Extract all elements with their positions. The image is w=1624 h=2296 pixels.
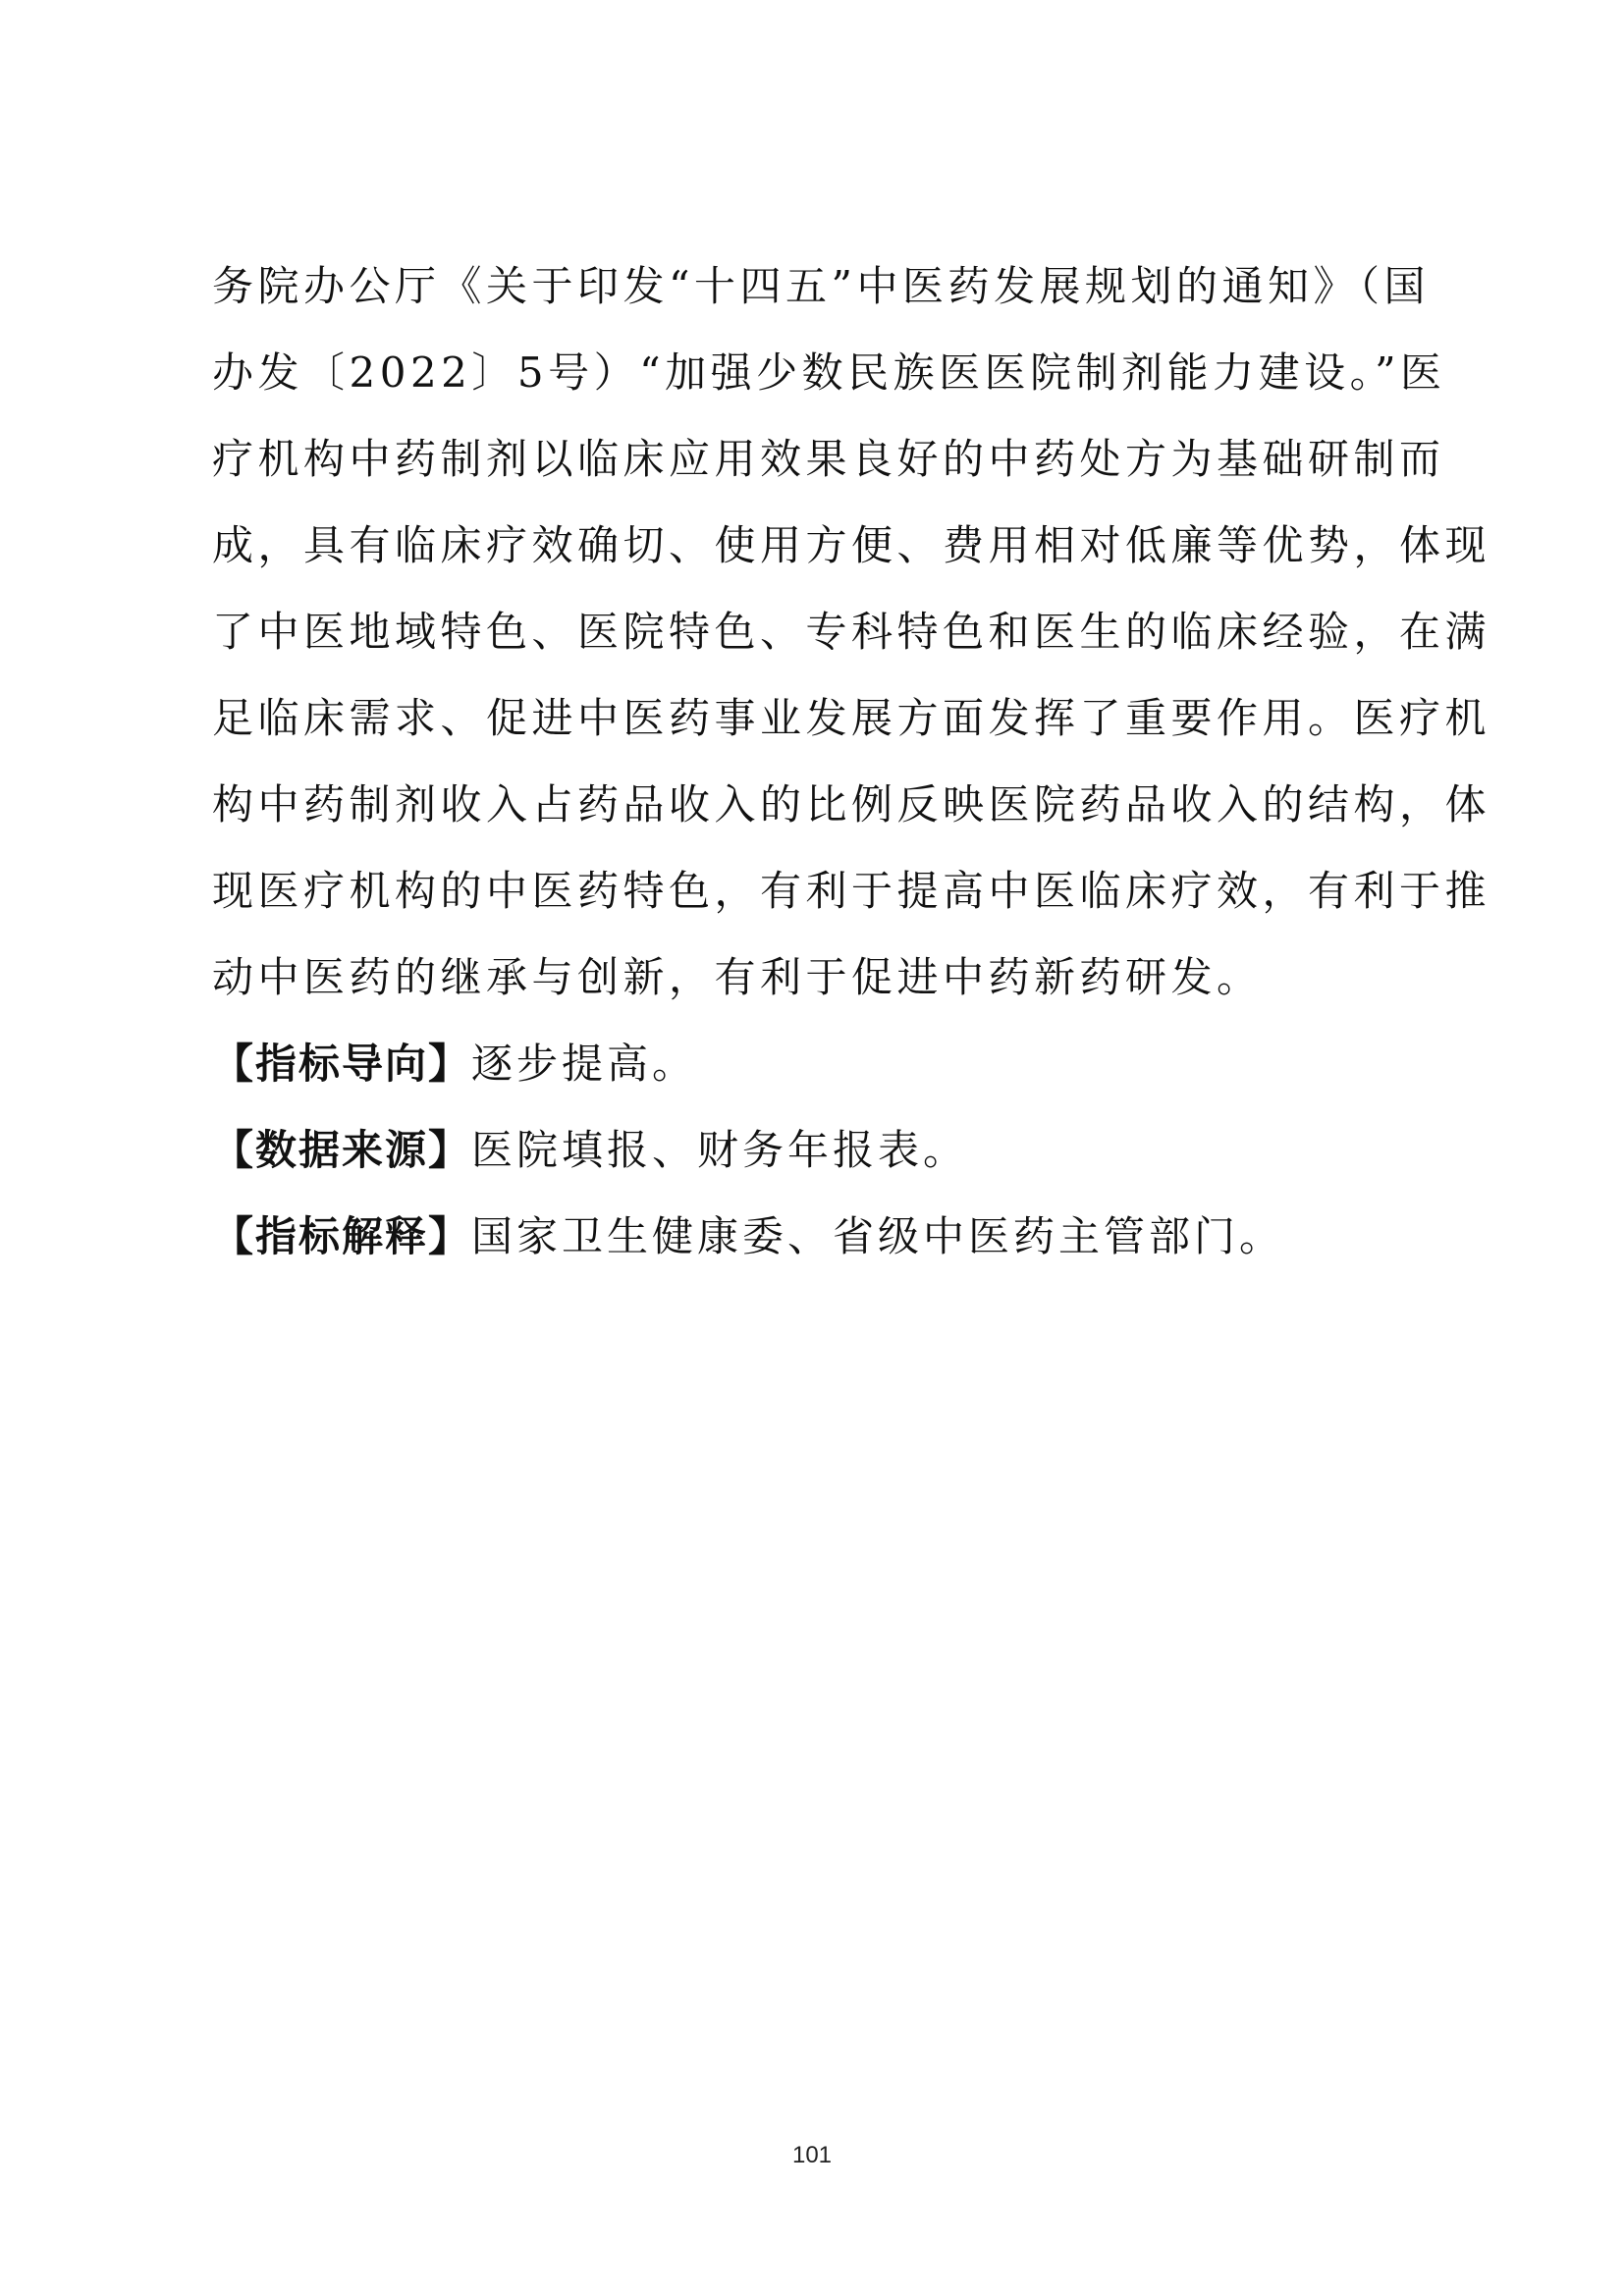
indicator-data-source-label: 【数据来源】	[212, 1126, 472, 1174]
paragraph-line: 疗机构中药制剂以临床应用效果良好的中药处方为基础研制而	[212, 435, 1445, 483]
indicator-interpretation-label: 【指标解释】	[212, 1212, 472, 1260]
paragraph-line: 足临床需求、促进中医药事业发展方面发挥了重要作用。医疗机	[212, 694, 1491, 742]
paragraph-line: 动中医药的继承与创新，有利于促进中药新药研发。	[212, 953, 1263, 1001]
indicator-direction-label: 【指标导向】	[212, 1040, 472, 1088]
paragraph-line: 现医疗机构的中医药特色，有利于提高中医临床疗效，有利于推	[212, 867, 1491, 915]
indicator-data-source	[212, 1107, 1420, 1194]
indicator-interpretation	[212, 1194, 1420, 1280]
paragraph-line: 成，具有临床疗效确切、使用方便、费用相对低廉等优势，体现	[212, 521, 1491, 569]
indicator-direction	[212, 1021, 1420, 1107]
paragraph-line: 了中医地域特色、医院特色、专科特色和医生的临床经验，在满	[212, 608, 1491, 656]
indicator-interpretation-value: 国家卫生健康委、省级中医药主管部门。	[471, 1212, 1285, 1260]
paragraph-line: 办发〔2022〕5号）“加强少数民族医医院制剂能力建设。”医	[212, 348, 1446, 397]
body-text	[212, 243, 1491, 1280]
page-number: 101	[791, 2142, 833, 2168]
paragraph-line: 构中药制剂收入占药品收入的比例反映医院药品收入的结构，体	[212, 780, 1491, 828]
indicator-data-source-value: 医院填报、财务年报表。	[471, 1126, 969, 1174]
indicator-direction-value: 逐步提高。	[471, 1040, 698, 1088]
paragraph-line: 务院办公厅《关于印发“十四五”中医药发展规划的通知》（国	[212, 262, 1430, 310]
